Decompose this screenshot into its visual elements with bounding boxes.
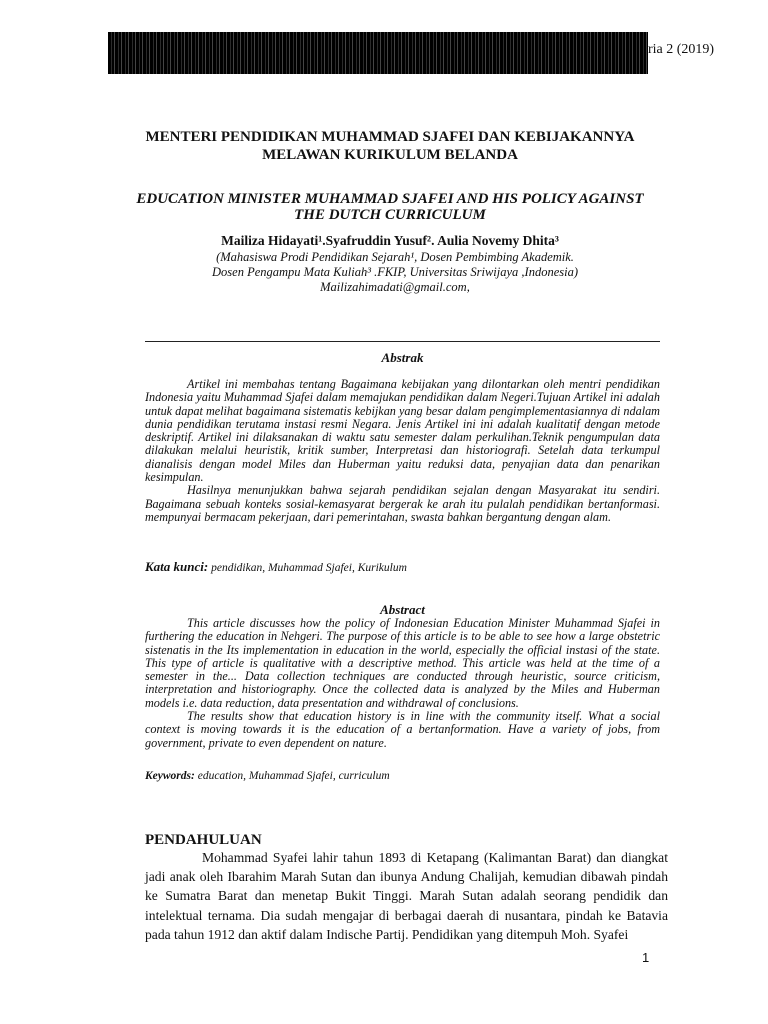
- journal-tag: ria 2 (2019): [648, 42, 715, 57]
- kata-kunci-line: [145, 559, 660, 575]
- keywords-line: [145, 770, 660, 782]
- abstrak-paragraph-2: Hasilnya menunjukkan bahwa sejarah pendidikan sejalan dengan Masyarakat itu sendiri. Bagaimana sebuah konteks sosial-kemasyarat bergerak ke arah itu pulalah pendidikan bertanformasi. mempunyai bermacam pekerjaan, dari pemerintahan, swasta bahkan bergantung dengan alam.: [145, 483, 660, 524]
- pendahuluan-heading: PENDAHULUAN: [145, 832, 262, 848]
- section-divider: [145, 341, 660, 342]
- abstrak-heading: Abstrak: [381, 350, 424, 365]
- header-barcode-banner: [108, 32, 648, 74]
- abstract-body: [145, 617, 660, 750]
- abstrak-paragraph-1: Artikel ini membahas tentang Bagaimana kebijakan yang dilontarkan oleh mentri pendidikan Indonesia yaitu Muhammad Sjafei dalam memajukan pendidikan dalam Negeri.Tujuan Artikel ini adalah untuk dapat melihat bagaimana sistematis kebijkan yang besar dalam pengimplementasiannya di ndalam dunia pendidikan terutama instasi resmi Negara. Jenis Artikel ini ini adalah kualitatif dengan metode deskriptif. Artikel ini dilaksanakan di waktu satu semester dalam perkulihan.Teknik pengumpulan data dilakukan melalui heuristik, kritik sumber, Interpretasi dan historiografi. Setelah data terkumpul dianalisis dengan model Miles dan Huberman yaitu reduksi data, penyajian data dan penarikan kesimpulan.: [145, 377, 660, 485]
- author-email: Mailizahimadati@gmail.com,: [320, 280, 470, 294]
- pendahuluan-paragraph-1: Mohammad Syafei lahir tahun 1893 di Ketapang (Kalimantan Barat) dan diangkat jadi anak oleh Ibarahim Marah Sutan dan ibunya Andung Chalijah, kemudian dibawah pindah ke Sumatra Barat dan menetap Bukit Tinggi. Marah Sutan adalah seorang pendidik dan intelektual ternama. Dia sudah mengajar di berbagai daerah di nusantara, pindah ke Batavia pada tahun 1912 dan aktif dalam Indische Partij. Pendidikan yang ditempuh Moh. Syafei: [145, 850, 668, 942]
- author-list: Mailiza Hidayati¹.Syafruddin Yusuf². Aulia Novemy Dhita³: [221, 233, 559, 248]
- page-number: 1: [642, 950, 650, 965]
- abstract-paragraph-1: This article discusses how the policy of Indonesian Education Minister Muhammad Sjafei in furthering the education in Nehgeri. The purpose of this article is to be able to see how a large obstetric sistenatis in the Its implementation in education in the world, especially the official instasi of the state. This type of article is qualitative with a descriptive method. This article was held at the time of a semester in the... Data collection techniques are conducted through heuristic, source criticism, interpretation and historiography. Once the collected data is analyzed by the Miles and Huberman models i.e. data reduction, data presentation and withdrawal of conclusions.: [145, 616, 660, 710]
- title-indonesian: MENTERI PENDIDIKAN MUHAMMAD SJAFEI DAN KEBIJAKANNYA MELAWAN KURIKULUM BELANDA: [145, 129, 635, 163]
- abstract-heading: Abstract: [380, 602, 425, 617]
- title-english: EDUCATION MINISTER MUHAMMAD SJAFEI AND HIS POLICY AGAINST THE DUTCH CURRICULUM: [136, 191, 644, 223]
- pendahuluan-body: [145, 848, 668, 944]
- keywords-label: Keywords:: [145, 770, 195, 782]
- kata-kunci-values: pendidikan, Muhammad Sjafei, Kurikulum: [211, 562, 407, 574]
- keywords-values: education, Muhammad Sjafei, curriculum: [197, 770, 390, 782]
- affiliation-line-2: Dosen Pengampu Mata Kuliah³ .FKIP, Universitas Sriwijaya ,Indonesia): [212, 265, 578, 279]
- abstrak-body: [145, 378, 660, 524]
- affiliation-block: [150, 250, 640, 295]
- kata-kunci-label: Kata kunci:: [145, 559, 209, 574]
- abstract-paragraph-2: The results show that education history is in line with the community itself. What a social context is moving towards it is the education of a bertanformation. Have a variety of jobs, from government, private to even dependent on nature.: [145, 709, 660, 750]
- affiliation-line-1: (Mahasiswa Prodi Pendidikan Sejarah¹, Dosen Pembimbing Akademik.: [216, 250, 574, 264]
